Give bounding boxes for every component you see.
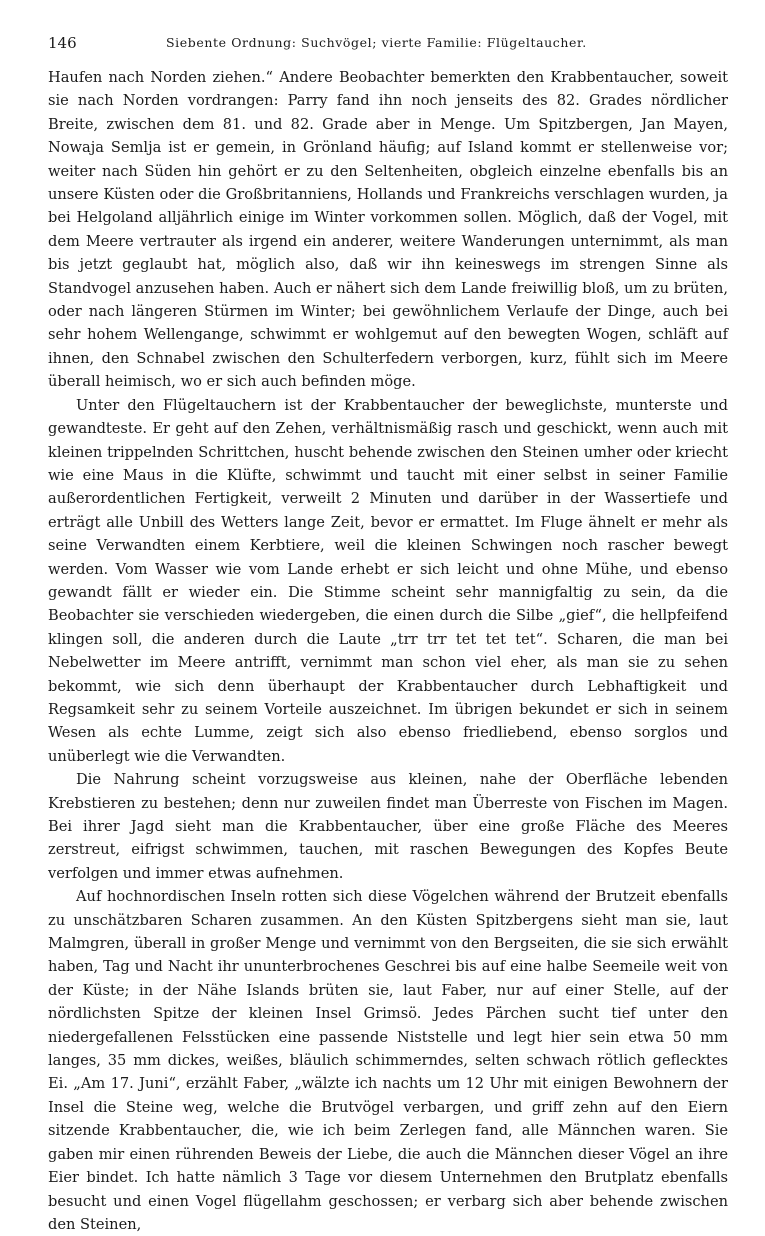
paragraph-behavior: Unter den Flügeltauchern ist der Krabbentaucher der beweglichste, munterste und gewandteste. Er geht auf den Zehen, verhältnismäßig rasch und geschickt, wenn auch mit kleinen trippelnden Schrittchen, huscht behende zwischen den Steinen umher oder kriecht wie eine Maus in die Klüfte, schwimmt und taucht mit einer selbst in seiner Familie außerordentlichen Fertigkeit, verweilt 2 Minuten und darüber in der Wassertiefe und erträgt alle Unbill des Wetters lange Zeit, bevor er ermattet. Im Fluge ähnelt er mehr als seine Verwandten einem Kerbtiere, weil die kleinen Schwingen noch rascher bewegt werden. Vom Wasser wie vom Lande erhebt er sich leicht und ohne Mühe, und ebenso gewandt fällt er wieder ein. Die Stimme scheint sehr mannigfaltig zu sein, da die Beobachter sie verschieden wiedergeben, die einen durch die Silbe „gief“, die hellpfeifend klingen soll, die anderen durch die Laute „trr trr tet tet tet“. Scharen, die man bei Nebelwetter im Meere antrifft, vernimmt man schon viel eher, als man sie zu sehen bekommt, wie sich denn überhaupt der Krabbentaucher durch Lebhaftigkeit und Regsamkeit sehr zu seinem Vorteile auszeichnet. Im übrigen bekundet er sich in seinem Wesen als echte Lumme, zeigt sich also ebenso friedliebend, ebenso sorglos und unüberlegt wie die Verwandten.: [48, 396, 728, 765]
book-page: [48, 30, 728, 1236]
running-head: Siebente Ordnung: Suchvögel; vierte Familie: Flügeltaucher.: [166, 35, 587, 50]
body-text: [48, 66, 728, 1236]
page-number: 146: [48, 34, 77, 52]
paragraph-food: Die Nahrung scheint vorzugsweise aus kleinen, nahe der Oberfläche lebenden Krebstieren zu bestehen; denn nur zuweilen findet man Überreste von Fischen im Magen. Bei ihrer Jagd sieht man die Krabbentaucher, über eine große Fläche des Meeres zerstreut, eifrigst schwimmen, tauchen, mit raschen Bewegungen des Kopfes Beute verfolgen und immer etwas aufnehmen.: [48, 771, 728, 882]
paragraph-breeding: Auf hochnordischen Inseln rotten sich diese Vögelchen während der Brutzeit ebenfalls zu unschätzbaren Scharen zusammen. An den Küsten Spitzbergens sieht man sie, laut Malmgren, überall in großer Menge und vernimmt von den Bergseiten, die sie sich erwählt haben, Tag und Nacht ihr ununterbrochenes Geschrei bis auf eine halbe Seemeile weit von der Küste; in der Nähe Islands brüten sie, laut Faber, nur auf einer Stelle, auf der nördlichsten Spitze der kleinen Insel Grimsö. Jedes Pärchen sucht tief unter den niedergefallenen Felsstücken eine passende Niststelle und legt hier sein etwa 50 mm langes, 35 mm dickes, weißes, bläulich schimmerndes, selten schwach rötlich geflecktes Ei. „Am 17. Juni“, erzählt Faber, „wälzte ich nachts um 12 Uhr mit einigen Bewohnern der Insel die Steine weg, welche die Brutvögel verbargen, und griff zehn auf den Eiern sitzende Krabbentaucher, die, wie ich beim Zerlegen fand, alle Männchen waren. Sie gaben mir einen rührenden Beweis der Liebe, die auch die Männchen dieser Vögel an ihre Eier bindet. Ich hatte nämlich 3 Tage vor diesem Unternehmen den Brutplatz ebenfalls besucht und einen Vogel flügellahm geschossen; er verbarg sich aber behende zwischen den Steinen,: [48, 888, 728, 1233]
paragraph-continuation: Haufen nach Norden ziehen.“ Andere Beobachter bemerkten den Krabbentaucher, soweit sie nach Norden vordrangen: Parry fand ihn noch jenseits des 82. Grades nördlicher Breite, zwischen dem 81. und 82. Grade aber in Menge. Um Spitzbergen, Jan Mayen, Nowaja Semlja ist er gemein, in Grönland häufig; auf Island kommt er stellenweise vor; weiter nach Süden hin gehört er zu den Seltenheiten, obgleich einzelne ebenfalls bis an unsere Küsten oder die Großbritanniens, Hollands und Frankreichs verschlagen wurden, ja bei Helgoland alljährlich einige im Winter vorkommen sollen. Möglich, daß der Vogel, mit dem Meere vertrauter als irgend ein anderer, weitere Wanderungen unternimmt, als man bis jetzt geglaubt hat, möglich also, daß wir ihn keineswegs im strengen Sinne als Standvogel anzusehen haben. Auch er nähert sich dem Lande freiwillig bloß, um zu brüten, oder nach längeren Stürmen im Winter; bei gewöhnlichem Verlaufe der Dinge, auch bei sehr hohem Wellengange, schwimmt er wohlgemut auf den bewegten Wogen, schläft auf ihnen, den Schnabel zwischen den Schulterfedern verborgen, kurz, fühlt sich im Meere überall heimisch, wo er sich auch befinden möge.: [48, 69, 728, 391]
page-header: [48, 30, 728, 56]
